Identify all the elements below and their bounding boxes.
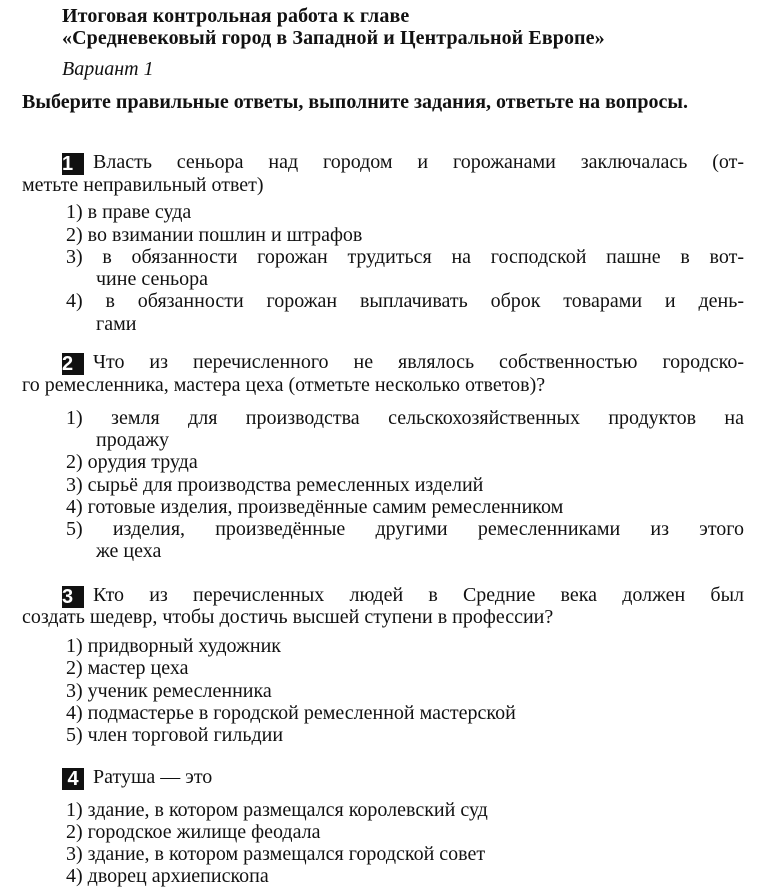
question-2-option-1-continued: продажу — [96, 429, 169, 451]
question-4-option-3: 3) здание, в котором размещался городской совет — [66, 843, 486, 865]
variant-label: Вариант 1 — [62, 58, 154, 80]
question-text: Власть сеньора над городом и горожанами заключалась (от- — [93, 151, 744, 173]
question-1-option-4: 4) в обязанности горожан выплачивать оброк товарами и день- — [66, 290, 744, 312]
question-1-option-4-continued: гами — [96, 313, 137, 335]
question-2-option-5: 5) изделия, произведённые другими ремесленниками из этого — [66, 518, 744, 540]
question-1-option-2: 2) во взимании пошлин и штрафов — [66, 224, 363, 246]
question-text: Кто из перечисленных людей в Средние века должен был — [93, 584, 744, 606]
question-3-option-5: 5) член торговой гильдии — [66, 724, 284, 746]
question-number-badge: 4 — [62, 768, 84, 790]
question-4-line-1 — [62, 766, 212, 790]
title-line-1: Итоговая контрольная работа к главе — [62, 5, 410, 27]
question-number-badge: 1 — [62, 153, 84, 175]
question-2-option-2: 2) орудия труда — [66, 451, 198, 473]
instructions: Выберите правильные ответы, выполните задания, ответьте на вопросы. — [22, 91, 688, 113]
question-4-option-2: 2) городское жилище феодала — [66, 821, 321, 843]
question-1-line-2: метьте неправильный ответ) — [22, 174, 264, 196]
title-line-2: «Средневековый город в Западной и Центральной Европе» — [62, 27, 605, 49]
question-3-option-1: 1) придворный художник — [66, 635, 281, 657]
question-3-line-2: создать шедевр, чтобы достичь высшей ступени в профессии? — [22, 606, 554, 628]
question-2-line-2: го ремесленника, мастера цеха (отметьте несколько ответов)? — [22, 374, 546, 396]
question-2-option-1: 1) земля для производства сельскохозяйственных продуктов на — [66, 407, 744, 429]
question-3-option-3: 3) ученик ремесленника — [66, 680, 272, 702]
question-3-line-1 — [62, 584, 744, 608]
question-2-option-4: 4) готовые изделия, произведённые самим ремесленником — [66, 496, 564, 518]
question-text: Что из перечисленного не являлось собственностью городско- — [93, 351, 744, 373]
question-number-badge: 3 — [62, 586, 84, 608]
question-1-option-1: 1) в праве суда — [66, 201, 192, 223]
question-2-line-1 — [62, 351, 744, 375]
question-3-option-2: 2) мастер цеха — [66, 657, 189, 679]
question-1-option-3-continued: чине сеньора — [96, 268, 209, 290]
question-1-line-1 — [62, 151, 744, 175]
question-1-option-3: 3) в обязанности горожан трудиться на господской пашне в вот- — [66, 246, 744, 268]
question-number-badge: 2 — [62, 353, 84, 375]
question-4-option-1: 1) здание, в котором размещался королевский суд — [66, 799, 488, 821]
question-text: Ратуша — это — [93, 766, 213, 788]
question-4-option-4: 4) дворец архиепископа — [66, 865, 269, 887]
question-2-option-3: 3) сырьё для производства ремесленных изделий — [66, 474, 484, 496]
question-2-option-5-continued: же цеха — [96, 540, 162, 562]
question-3-option-4: 4) подмастерье в городской ремесленной мастерской — [66, 702, 516, 724]
